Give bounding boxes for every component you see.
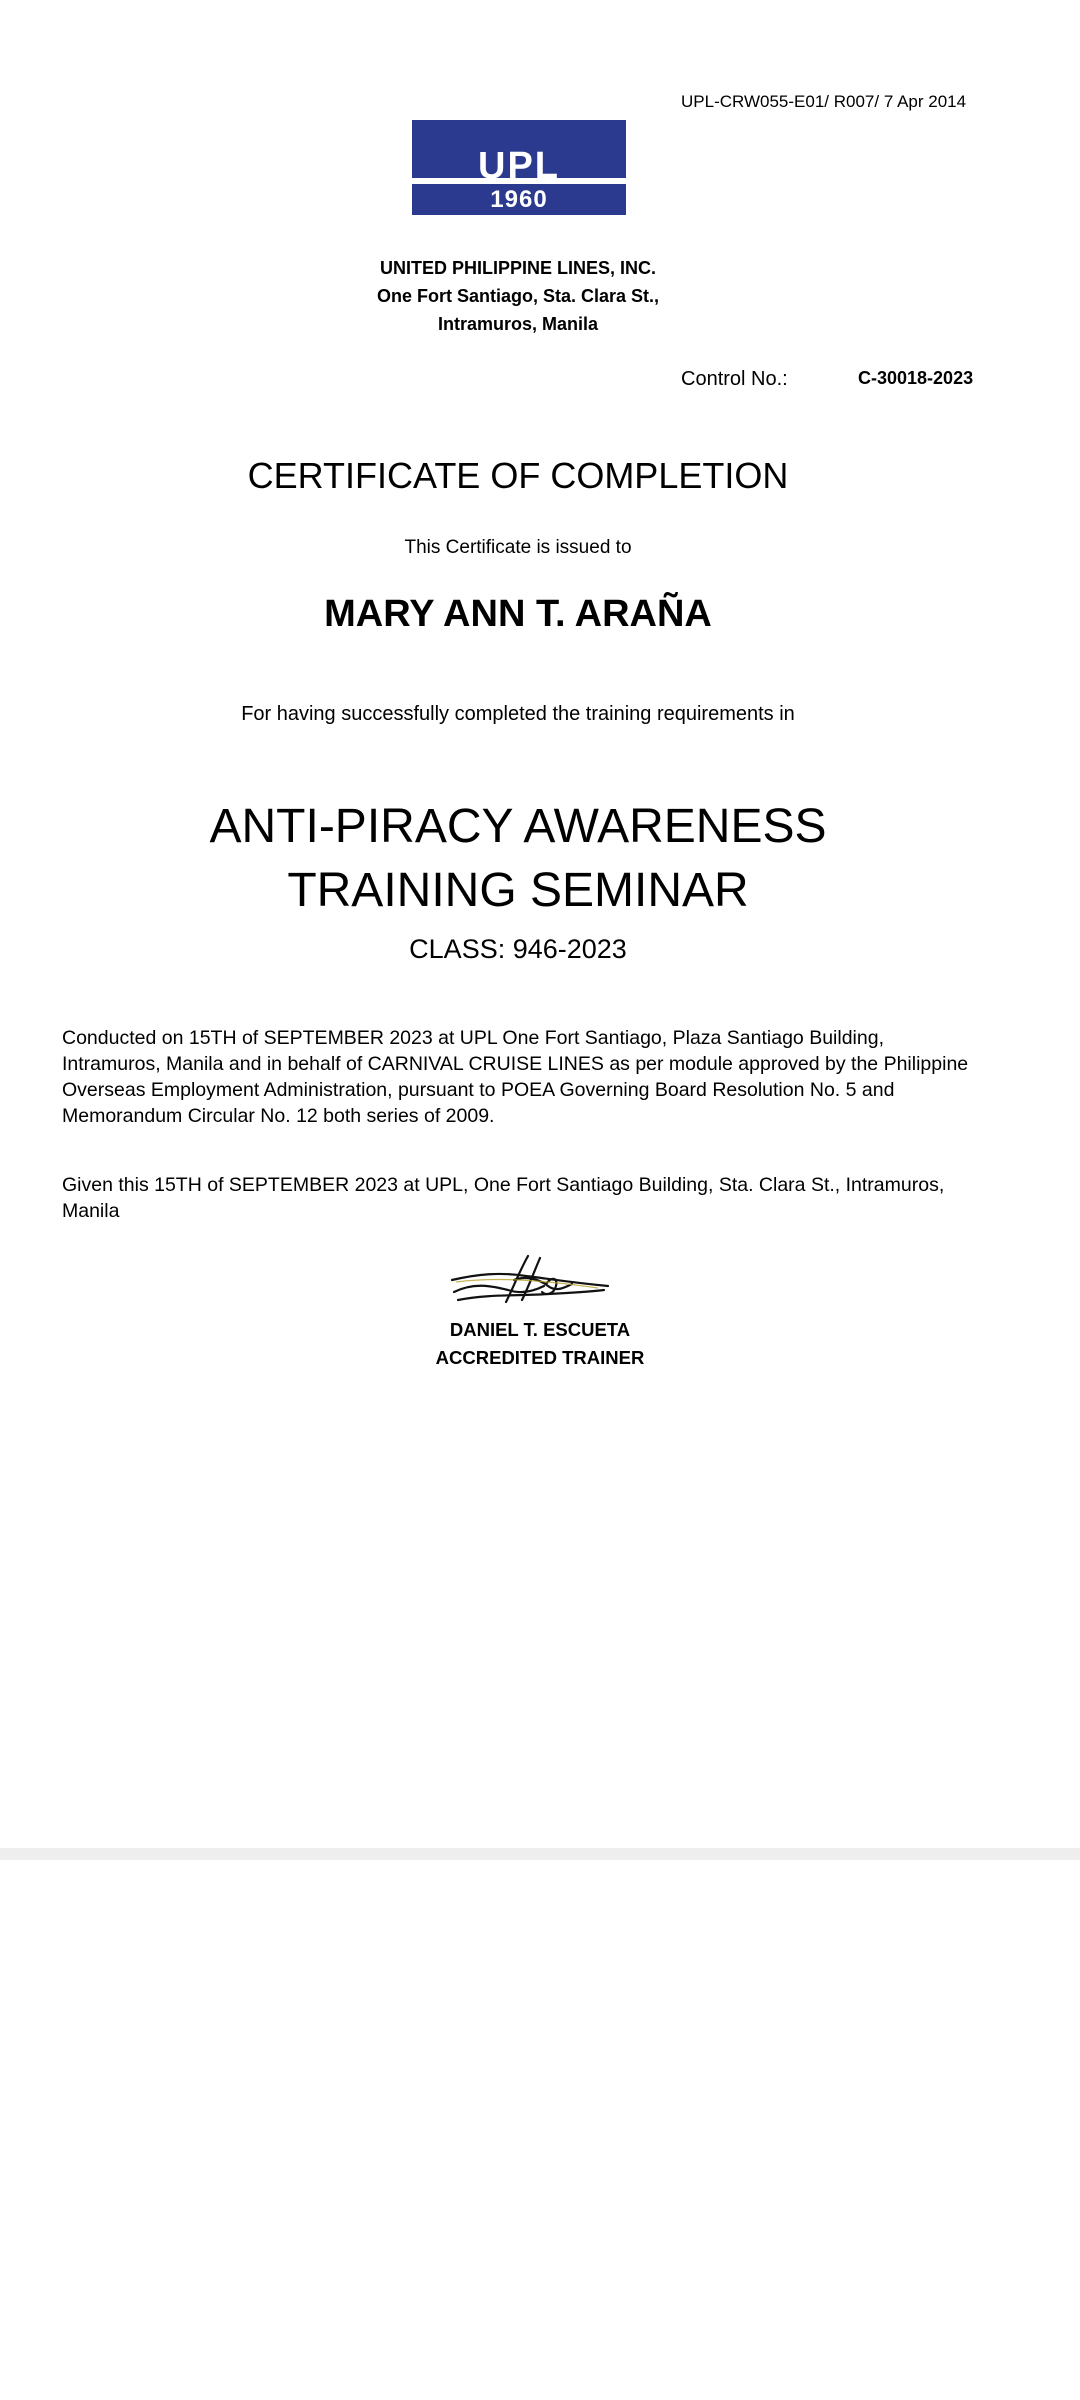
- signatory-name: DANIEL T. ESCUETA: [449, 1319, 631, 1340]
- class-number: CLASS: 946-2023: [409, 934, 627, 964]
- training-title-line2: TRAINING SEMINAR: [287, 864, 749, 917]
- given-paragraph: Given this 15TH of SEPTEMBER 2023 at UPL, One Fort Santiago Building, Sta. Clara St., Intramuros, Manila: [62, 1174, 945, 1222]
- certificate-title: CERTIFICATE OF COMPLETION: [247, 455, 789, 496]
- issued-to-text: This Certificate is issued to: [404, 537, 632, 558]
- company-address-line1: One Fort Santiago, Sta. Clara St.,: [376, 286, 660, 306]
- control-number-label: Control No.:: [681, 368, 788, 390]
- training-title: [0, 795, 1036, 923]
- page-separator: [0, 1848, 1080, 1860]
- company-name: UNITED PHILIPPINE LINES, INC.: [379, 258, 657, 278]
- signatory-block: [0, 1316, 1080, 1372]
- upl-logo: [412, 120, 626, 216]
- document-reference: UPL-CRW055-E01/ R007/ 7 Apr 2014: [681, 92, 967, 111]
- recipient-name: MARY ANN T. ARAÑA: [324, 593, 712, 635]
- completion-statement: For having successfully completed the training requirements in: [241, 703, 795, 725]
- training-title-line1: ANTI-PIRACY AWARENESS: [209, 800, 827, 853]
- next-page-area: [0, 1860, 1080, 2400]
- conducted-paragraph: Conducted on 15TH of SEPTEMBER 2023 at UPL One Fort Santiago, Plaza Santiago Building, Intramuros, Manila and in behalf of CARNIVAL CRUISE LINES as per module approved by the Philippine Overseas Employment Administration, pursuant to POEA Governing Board Resolution No. 5 and Memorandum Circular No. 12 both series of 2009.: [62, 1027, 969, 1127]
- signature-image: [448, 1252, 612, 1310]
- logo-year: 1960: [490, 186, 548, 213]
- logo-text: UPL: [478, 145, 560, 187]
- signatory-title: ACCREDITED TRAINER: [435, 1347, 645, 1368]
- control-number-value: C-30018-2023: [858, 368, 974, 388]
- company-address-line2: Intramuros, Manila: [437, 314, 599, 334]
- company-block: [0, 254, 1036, 338]
